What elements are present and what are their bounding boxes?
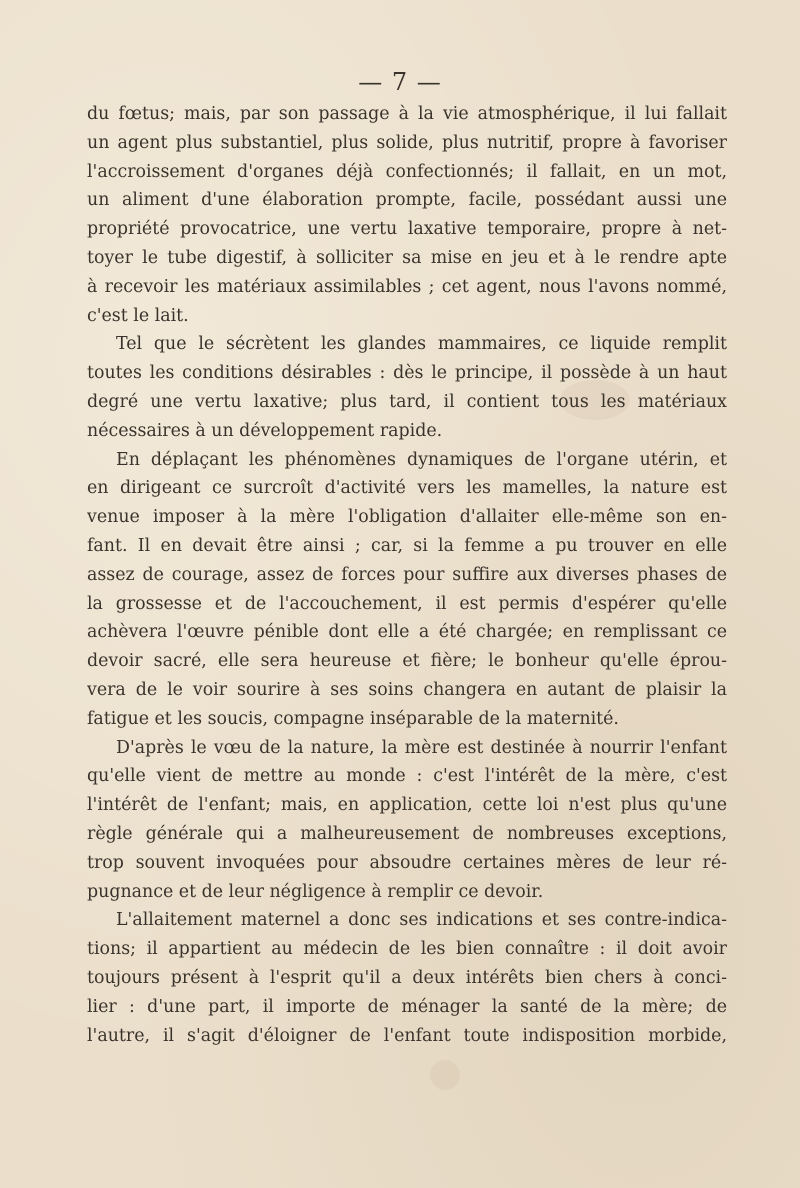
text-line: c'est le lait.	[87, 305, 189, 326]
text-line: nécessaires à un développement rapide.	[87, 420, 443, 441]
text-line: l'intérêt de l'enfant; mais, en application, cette loi n'est plus qu'une	[87, 795, 727, 816]
paper-stain	[430, 1060, 460, 1090]
text-line: L'allaitement maternel a donc ses indications et ses contre-indica-	[116, 910, 727, 931]
text-line: vera de le voir sourire à ses soins changera en autant de plaisir la	[87, 679, 727, 700]
page-number: — 7 —	[358, 68, 442, 96]
paragraph	[87, 330, 727, 445]
text-line: du fœtus; mais, par son passage à la vie atmosphérique, il lui fallait	[87, 104, 727, 124]
text-line: la grossesse et de l'accouchement, il est permis d'espérer qu'elle	[87, 593, 727, 614]
text-line: propriété provocatrice, une vertu laxative temporaire, propre à net-	[87, 219, 727, 240]
text-line: lier : d'une part, il importe de ménager la santé de la mère; de	[87, 996, 727, 1017]
text-line: tions; il appartient au médecin de les bien connaître : il doit avoir	[87, 939, 727, 960]
text-line: règle générale qui a malheureusement de nombreuses exceptions,	[87, 823, 727, 844]
text-line: toujours présent à l'esprit qu'il a deux intérêts bien chers à conci-	[87, 967, 727, 988]
text-line: venue imposer à la mère l'obligation d'allaiter elle-même son en-	[87, 507, 727, 528]
text-line: l'autre, il s'agit d'éloigner de l'enfant toute indisposition morbide,	[87, 1025, 727, 1046]
text-line: un aliment d'une élaboration prompte, facile, possédant aussi une	[87, 190, 727, 211]
text-line: assez de courage, assez de forces pour suffire aux diverses phases de	[87, 564, 727, 585]
text-line: Tel que le sécrètent les glandes mammaires, ce liquide remplit	[116, 334, 727, 355]
text-line: devoir sacré, elle sera heureuse et fière; le bonheur qu'elle éprou-	[87, 651, 727, 672]
text-line: fatigue et les soucis, compagne inséparable de la maternité.	[87, 708, 619, 729]
text-line: qu'elle vient de mettre au monde : c'est l'intérêt de la mère, c'est	[87, 766, 727, 787]
body-text	[87, 100, 727, 1050]
text-line: degré une vertu laxative; plus tard, il contient tous les matériaux	[87, 391, 727, 412]
text-line: en dirigeant ce surcroît d'activité vers les mamelles, la nature est	[87, 478, 727, 499]
paragraph	[87, 100, 727, 330]
text-line: toutes les conditions désirables : dès le principe, il possède à un haut	[87, 363, 727, 384]
text-line: fant. Il en devait être ainsi ; car, si la femme a pu trouver en elle	[87, 535, 727, 556]
text-line: toyer le tube digestif, à solliciter sa mise en jeu et à le rendre apte	[87, 247, 727, 268]
paragraph	[87, 734, 727, 907]
text-line: trop souvent invoquées pour absoudre certaines mères de leur ré-	[87, 852, 727, 873]
paragraph	[87, 446, 727, 734]
text-line: achèvera l'œuvre pénible dont elle a été chargée; en remplissant ce	[87, 622, 727, 643]
text-line: un agent plus substantiel, plus solide, plus nutritif, propre à favoriser	[87, 132, 727, 153]
paragraph	[87, 906, 727, 1050]
text-line: à recevoir les matériaux assimilables ; cet agent, nous l'avons nommé,	[87, 276, 727, 297]
text-line: En déplaçant les phénomènes dynamiques de l'organe utérin, et	[116, 449, 727, 470]
text-line: l'accroissement d'organes déjà confectionnés; il fallait, en un mot,	[87, 161, 727, 182]
text-line: D'après le vœu de la nature, la mère est destinée à nourrir l'enfant	[116, 737, 727, 758]
text-line: pugnance et de leur négligence à remplir ce devoir.	[87, 881, 544, 902]
